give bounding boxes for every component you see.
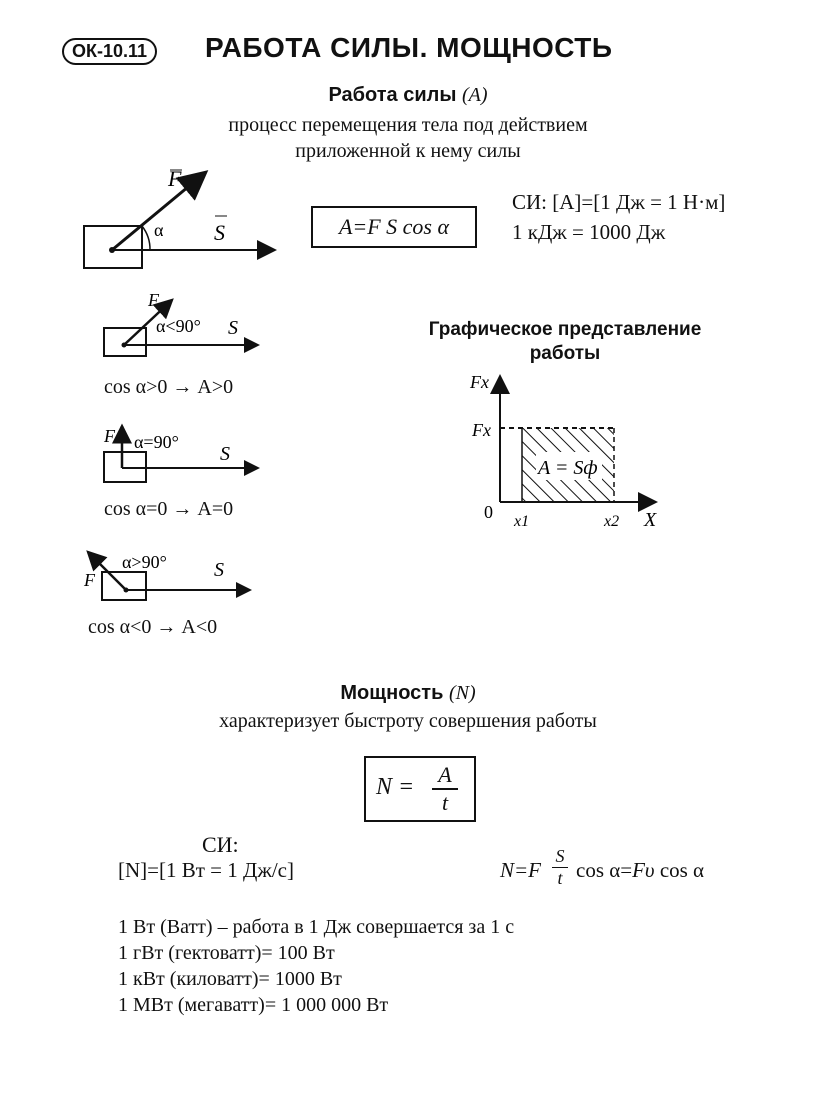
area-label: A = Sф [538, 457, 598, 479]
svg-text:S: S [220, 443, 230, 465]
power-units-list [118, 914, 514, 1018]
graph-title-line1: Графическое представление [428, 319, 702, 340]
y-axis-label: Fx [470, 372, 489, 392]
svg-text:F: F [104, 426, 115, 446]
work-formula: A=F S cos α [338, 214, 450, 239]
work-heading-text: Работа силы [328, 84, 457, 106]
power-derived-formula: N=F S t cos α=Fυ cos α [500, 846, 705, 888]
unit-item: 1 МВт (мегаватт)= 1 000 000 Вт [118, 994, 389, 1016]
work-definition [0, 112, 816, 164]
power-definition: характеризует быстроту совершения работы [219, 710, 597, 732]
work-graph [460, 366, 680, 536]
case-right-angle: α=90° [134, 432, 179, 452]
case-obtuse-angle: α>90° [122, 552, 167, 572]
graph-title [390, 318, 740, 366]
power-si-value: [N]=[1 Вт = 1 Дж/с] [118, 858, 294, 882]
work-kj-unit: 1 кДж = 1000 Дж [512, 220, 666, 244]
power-heading-text: Мощность [340, 682, 444, 704]
svg-text:F: F [84, 570, 95, 590]
work-force-diagram [70, 160, 290, 280]
svg-text:S: S [214, 559, 224, 581]
x2-label: x2 [604, 513, 620, 530]
case-acute-rule: cos α>0 → A>0 [104, 376, 234, 398]
power-formula-numerator: A [432, 762, 458, 790]
work-si-unit: СИ: [A]=[1 Дж = 1 Н·м] [512, 190, 726, 214]
case-right-rule: cos α=0 → A=0 [104, 498, 234, 520]
case-acute-diagram [98, 290, 268, 360]
unit-item: 1 гВт (гектоватт)= 100 Вт [118, 942, 335, 964]
angle-label: α [154, 220, 164, 240]
graph-title-line2: работы [529, 343, 601, 364]
work-symbol: (A) [461, 84, 488, 106]
svg-text:S: S [228, 317, 238, 339]
x1-label: x1 [514, 513, 530, 530]
x-axis-label: X [644, 509, 657, 531]
power-heading [0, 682, 816, 705]
origin-label: 0 [484, 502, 493, 522]
case-obtuse-rule: cos α<0 → A<0 [88, 616, 218, 638]
power-formula-box [364, 756, 476, 822]
angle-arc [142, 226, 150, 250]
displacement-label: S [214, 220, 225, 245]
y-tick-label: Fx [472, 420, 491, 440]
case-obtuse-diagram [80, 544, 260, 610]
power-si-label: СИ: [202, 832, 239, 857]
lesson-code-badge: ОК-10.11 [62, 38, 157, 65]
case-right-diagram [98, 420, 268, 486]
work-formula-box [311, 206, 477, 248]
work-definition-line1: процесс перемещения тела под действием [228, 114, 588, 136]
power-symbol: (N) [448, 682, 476, 704]
case-acute-angle: α<90° [156, 316, 201, 336]
unit-item: 1 Вт (Ватт) – работа в 1 Дж совершается за 1 с [118, 916, 515, 938]
power-formula-denominator: t [441, 790, 449, 815]
force-label: F [168, 166, 182, 191]
unit-item: 1 кВт (киловатт)= 1000 Вт [118, 968, 342, 990]
work-definition-line2: приложенной к нему силы [295, 140, 521, 162]
work-heading [0, 84, 816, 107]
page-title: РАБОТА СИЛЫ. МОЩНОСТЬ [205, 32, 613, 63]
power-formula-lhs: N = [376, 774, 415, 800]
svg-text:F: F [148, 290, 159, 310]
